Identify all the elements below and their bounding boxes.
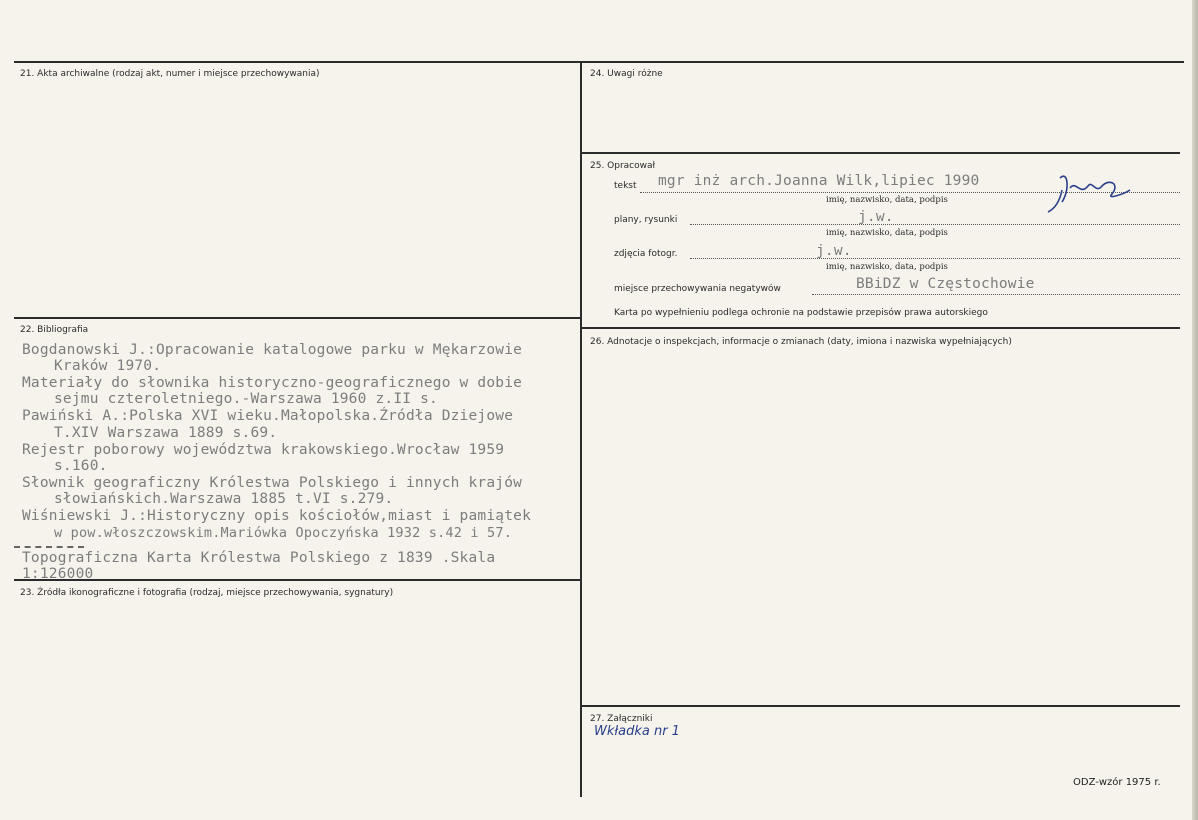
bibliography-line: Materiały do słownika historyczno-geograficznego w dobie [22,375,523,391]
bibliography-line: Pawiński A.:Polska XVI wieku.Małopolska.Źródła Dziejowe [22,408,514,424]
copyright-note: Karta po wypełnieniu podlega ochronie na podstawie przepisów prawa autorskiego [614,308,988,318]
miejsce-value: BBiDZ w Częstochowie [856,276,1035,292]
section-22-label: 22. Bibliografia [20,325,89,335]
bibliography-line: Kraków 1970. [54,358,162,374]
tekst-caption: imię, nazwisko, data, podpis [826,195,948,205]
plany-value: j.w. [858,209,894,225]
section-27-label: 27. Załączniki [590,714,653,724]
bibliography-line: w pow.włoszczowskim.Mariówka Opoczyńska 1932 s.42 i 57. [54,525,513,541]
form-footer: ODZ-wzór 1975 r. [1073,777,1161,788]
zdjecia-value: j.w. [816,243,852,259]
section-24-label: 24. Uwagi różne [590,69,663,79]
rule-25-26 [582,327,1180,329]
plany-label: plany, rysunki [614,215,678,225]
plany-caption: imię, nazwisko, data, podpis [826,228,948,238]
zdjecia-caption: imię, nazwisko, data, podpis [826,262,948,272]
bibliography-line: Rejestr poborowy województwa krakowskiego.Wrocław 1959 [22,442,505,458]
bibliography-line: słowiańskich.Warszawa 1885 t.VI s.279. [54,491,394,507]
tekst-label: tekst [614,181,637,191]
center-divider [580,62,582,797]
section-25-label: 25. Opracował [590,161,656,171]
bibliography-line: T.XIV Warszawa 1889 s.69. [54,425,278,441]
bibliography-line: Bogdanowski J.:Opracowanie katalogowe parku w Mękarzowie [22,342,523,358]
tekst-value: mgr inż arch.Joanna Wilk,lipiec 1990 [658,173,980,189]
page-edge [1192,0,1198,820]
rule-21-22 [14,317,580,319]
bibliography-line: 1:126000 [22,566,94,582]
attachment-handwritten: Wkładka nr 1 [594,724,680,739]
separator-dash [14,546,84,548]
rule-24-25 [582,152,1180,154]
rule-26-27 [582,705,1180,707]
signature-mark [1040,160,1140,220]
top-rule [14,61,1184,63]
bibliography-line: s.160. [54,458,108,474]
section-26-label: 26. Adnotacje o inspekcjach, informacje o zmianach (daty, imiona i nazwiska wypełniających) [590,337,1012,347]
bibliography-line: sejmu czteroletniego.-Warszawa 1960 z.II s. [54,391,438,407]
zdjecia-label: zdjęcia fotogr. [614,249,678,259]
miejsce-label: miejsce przechowywania negatywów [614,284,781,294]
rule-22-23 [14,579,580,581]
bibliography-line: Topograficzna Karta Królestwa Polskiego z 1839 .Skala [22,550,496,566]
miejsce-line [812,294,1180,295]
zdjecia-line [690,258,1180,259]
section-23-label: 23. Źródła ikonograficzne i fotografia (rodzaj, miejsce przechowywania, sygnatury) [20,588,394,598]
plany-line [690,224,1180,225]
bibliography-line: Słownik geograficzny Królestwa Polskiego i innych krajów [22,475,523,491]
bibliography-line: Wiśniewski J.:Historyczny opis kościołów,miast i pamiątek [22,508,531,524]
section-21-label: 21. Akta archiwalne (rodzaj akt, numer i miejsce przechowywania) [20,69,320,79]
